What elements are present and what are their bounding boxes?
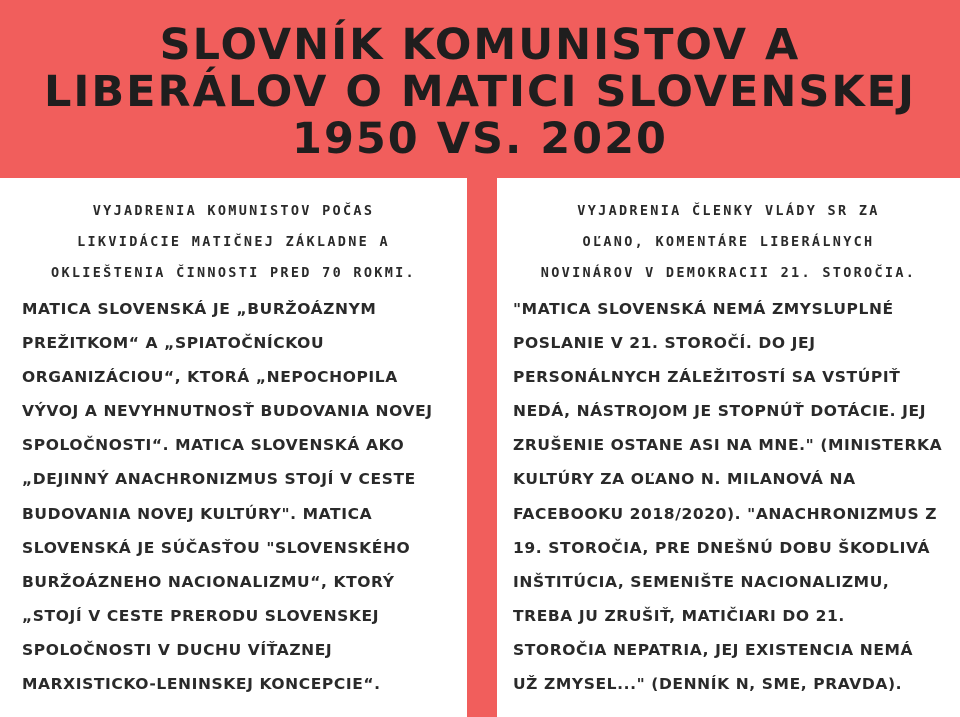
text-line: INŠTITÚCIA, SEMENIŠTE NACIONALIZMU, [513, 572, 890, 591]
right-column-text [513, 292, 942, 701]
text-line: ZRUŠENIE OSTANE ASI NA MNE." (MINISTERKA [513, 436, 943, 455]
page-title [0, 22, 960, 163]
text-line: SLOVENSKÁ JE SÚČASŤOU "SLOVENSKÉHO [22, 538, 411, 557]
column-divider [467, 178, 497, 717]
title-line: 1950 VS. 2020 [292, 114, 668, 164]
text-line: VÝVOJ A NEVYHNUTNOSŤ BUDOVANIA NOVEJ [22, 402, 433, 421]
text-line: MARXISTICKO-LENINSKEJ KONCEPCIE“. [22, 675, 381, 694]
text-line: KULTÚRY ZA OĽANO N. MILANOVÁ NA [513, 470, 856, 489]
text-line: „DEJINNÝ ANACHRONIZMUS STOJÍ V CESTE [22, 470, 416, 489]
title-line: SLOVNÍK KOMUNISTOV A [159, 20, 801, 70]
right-column-heading [497, 196, 960, 289]
text-line: NEDÁ, NÁSTROJOM JE STOPNÚŤ DOTÁCIE. JEJ [513, 402, 927, 421]
left-column-heading [0, 196, 467, 289]
text-line: UŽ ZMYSEL..." (DENNÍK N, SME, PRAVDA). [513, 675, 903, 694]
text-line: BURŽOÁZNEHO NACIONALIZMU“, KTORÝ [22, 572, 395, 591]
text-line: TREBA JU ZRUŠIŤ, MATIČIARI DO 21. [513, 606, 845, 625]
text-line: SPOLOČNOSTI V DUCHU VÍŤAZNEJ [22, 640, 333, 659]
text-line: PERSONÁLNYCH ZÁLEŽITOSTÍ SA VSTÚPIŤ [513, 368, 901, 387]
text-line: "MATICA SLOVENSKÁ NEMÁ ZMYSLUPLNÉ [513, 300, 894, 318]
heading-line: VYJADRENIA ČLENKY VLÁDY SR ZA [577, 203, 880, 219]
text-line: BUDOVANIA NOVEJ KULTÚRY". MATICA [22, 504, 373, 523]
heading-line: NOVINÁROV V DEMOKRACII 21. STOROČIA. [540, 265, 917, 281]
text-line: „STOJÍ V CESTE PRERODU SLOVENSKEJ [22, 606, 380, 625]
left-column-text [22, 292, 433, 701]
right-column [497, 178, 960, 717]
text-line: 19. STOROČIA, PRE DNEŠNÚ DOBU ŠKODLIVÁ [513, 538, 931, 557]
heading-line: OKLIEŠTENIA ČINNOSTI PRED 70 ROKMI. [51, 265, 416, 281]
header-banner [0, 0, 960, 178]
text-line: ORGANIZÁCIOU“, KTORÁ „NEPOCHOPILA [22, 368, 398, 387]
text-line: PREŽITKOM“ A „SPIATOČNÍCKOU [22, 334, 325, 353]
heading-line: OĽANO, KOMENTÁRE LIBERÁLNYCH [582, 234, 875, 250]
text-line: POSLANIE V 21. STOROČÍ. DO JEJ [513, 334, 816, 353]
text-line: FACEBOOKU 2018/2020). "ANACHRONIZMUS Z [513, 504, 938, 523]
heading-line: VYJADRENIA KOMUNISTOV POČAS [92, 203, 375, 219]
left-column [0, 178, 467, 717]
heading-line: LIKVIDÁCIE MATIČNEJ ZÁKLADNE A [77, 234, 390, 250]
text-line: STOROČIA NEPATRIA, JEJ EXISTENCIA NEMÁ [513, 640, 914, 659]
text-line: SPOLOČNOSTI“. MATICA SLOVENSKÁ AKO [22, 436, 405, 455]
text-line: MATICA SLOVENSKÁ JE „BURŽOÁZNYM [22, 300, 377, 318]
title-line: LIBERÁLOV O MATICI SLOVENSKEJ [43, 67, 917, 117]
